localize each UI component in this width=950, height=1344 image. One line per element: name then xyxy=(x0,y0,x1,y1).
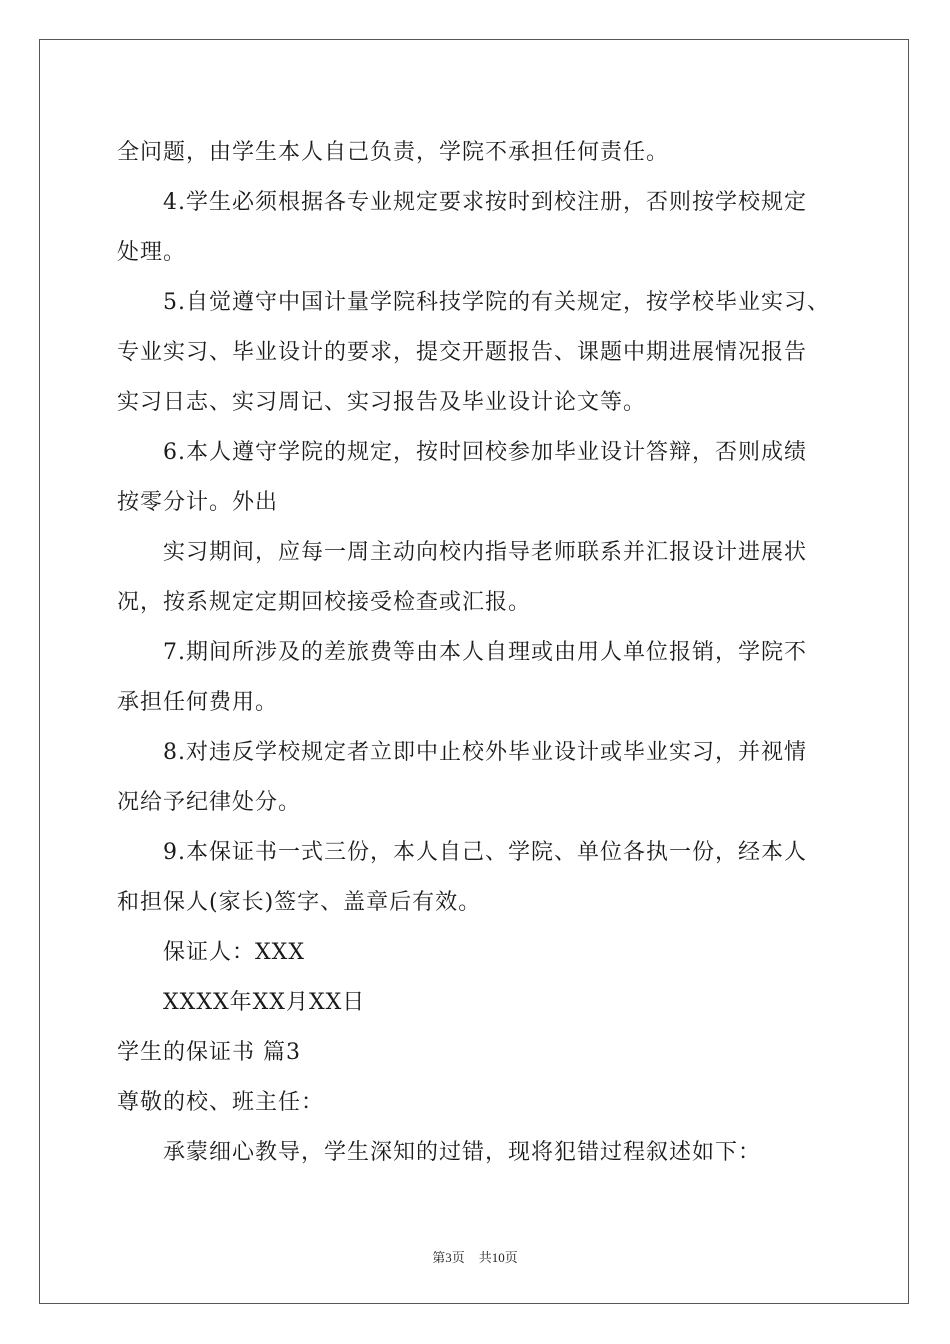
paragraph-line: 8.对违反学校规定者立即中止校外毕业设计或毕业实习，并视情 xyxy=(163,740,807,765)
paragraph-line: 况给予纪律处分。 xyxy=(117,790,302,815)
paragraph-line: 实习日志、实习周记、实习报告及毕业设计论文等。 xyxy=(117,390,647,415)
paragraph-line: 和担保人(家长)签字、盖章后有效。 xyxy=(117,890,482,915)
paragraph-line: 实习期间，应每一周主动向校内指导老师联系并汇报设计进展状 xyxy=(163,540,808,565)
paragraph-line: 承担任何费用。 xyxy=(117,690,279,715)
page-number-total: 共10页 xyxy=(478,1250,518,1265)
document-body xyxy=(117,128,857,1178)
salutation: 尊敬的校、班主任： xyxy=(117,1090,325,1115)
paragraph-line: 6.本人遵守学院的规定，按时回校参加毕业设计答辩，否则成绩 xyxy=(163,440,807,465)
page-footer xyxy=(0,1247,950,1266)
paragraph-line: 承蒙细心教导，学生深知的过错，现将犯错过程叙述如下： xyxy=(163,1140,762,1165)
paragraph-line: 况，按系规定定期回校接受检查或汇报。 xyxy=(117,590,532,615)
paragraph-line: 9.本保证书一式三份，本人自己、学院、单位各执一份，经本人 xyxy=(163,840,807,865)
section-heading: 学生的保证书 篇3 xyxy=(117,1040,301,1065)
paragraph-line: 5.自觉遵守中国计量学院科技学院的有关规定，按学校毕业实习、 xyxy=(163,290,830,315)
paragraph-line: 处理。 xyxy=(117,240,187,265)
paragraph-line: 7.期间所涉及的差旅费等由本人自理或由用人单位报销，学院不 xyxy=(163,640,807,665)
paragraph-line: 全问题，由学生本人自己负责，学院不承担任何责任。 xyxy=(117,140,670,165)
paragraph-line: 按零分计。外出 xyxy=(117,490,279,515)
signature-date: XXXX年XX月XX日 xyxy=(163,990,366,1015)
paragraph-line: 专业实习、毕业设计的要求，提交开题报告、课题中期进展情况报告 xyxy=(117,340,808,365)
paragraph-line: 4.学生必须根据各专业规定要求按时到校注册，否则按学校规定 xyxy=(163,190,807,215)
signature-guarantor: 保证人：XXX xyxy=(163,940,305,965)
page-number-current: 第3页 xyxy=(432,1250,465,1265)
